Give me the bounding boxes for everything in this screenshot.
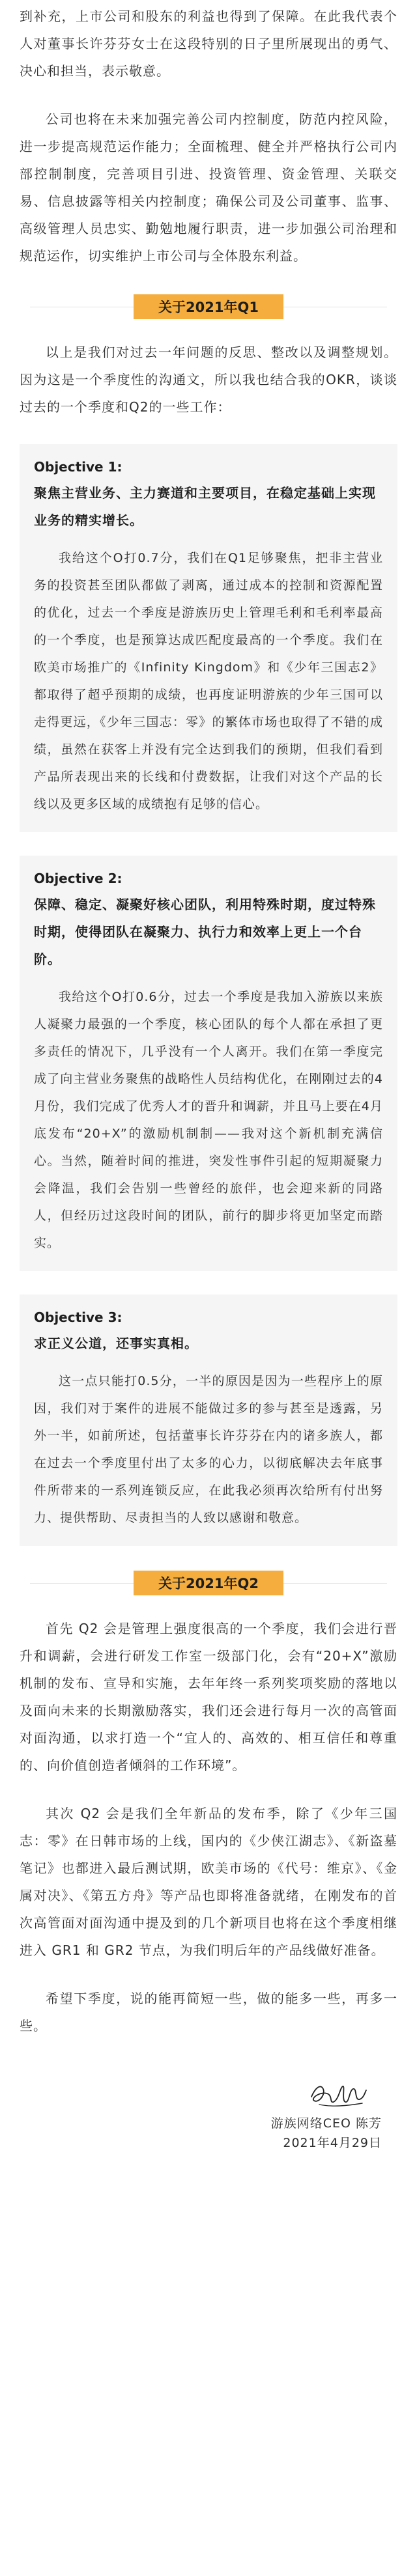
objective-3-heading: Objective 3: xyxy=(34,1309,122,1325)
section-title-q1: 关于2021年Q1 xyxy=(134,294,283,319)
q2-paragraph-1: 首先 Q2 会是管理上强度很高的一个季度，我们会进行晋升和调薪，会进行研发工作室一级部门化，会有“20+X”激励机制的发布、宣导和实施，去年年终一系列奖项奖励的落地以及面向未来的长期激励落实，我们还会进行每月一次的高管面对面沟通，以求打造一个“宜人的、高效的、相互信任和尊重的、向价值创造者倾斜的工作环境”。 xyxy=(20,1621,397,1773)
intro-paragraph-1: 到补充，上市公司和股东的利益也得到了保障。在此我代表个人对董事长许芬芬女士在这段特别的日子里所展现出的勇气、决心和担当，表示敬意。 xyxy=(20,8,397,79)
objective-1-heading: Objective 1: xyxy=(34,459,122,475)
objective-1-body: 我给这个O打0.7分，我们在Q1足够聚焦，把非主营业务的投资甚至团队都做了剥离，通过成本的控制和资源配置的优化，过去一个季度是游族历史上管理毛利和毛利率最高的一个季度，也是预算达成匹配度最高的一个季度。我们在欧美市场推广的《Infinity Kingdom》和《少年三国志2》都取得了超乎预期的成绩，也再度证明游族的少年三国可以走得更远，《少年三国志：零》的繁体市场也取得了不错的成绩，虽然在获客上并没有完全达到我们的预期，但我们看到产品所表现出来的长线和付费数据，让我们对这个产品的长线以及更多区域的成绩抱有足够的信心。 xyxy=(34,551,383,811)
signature-date: 2021年4月29日 xyxy=(283,2136,382,2150)
q1-intro-paragraph: 以上是我们对过去一年问题的反思、整改以及调整规划。因为这是一个季度性的沟通文，所以我也结合我的OKR，谈谈过去的一个季度和Q2的一些工作： xyxy=(20,344,397,415)
section-header-q2 xyxy=(20,1571,397,1595)
section-title-q2: 关于2021年Q2 xyxy=(134,1571,283,1595)
objective-3-box xyxy=(20,1295,397,1546)
objective-3-body: 这一点只能打0.5分，一半的原因是因为一些程序上的原因，我们对于案件的进展不能做过多的参与甚至是透露，另外一半，如前所述，包括董事长许芬芬在内的诸多族人，都在过去一个季度里付出了太多的心力，以彻底解决去年底事件所带来的一系列连锁反应，在此我必须再次给所有付出努力、提供帮助、尽责担当的人致以感谢和敬意。 xyxy=(34,1374,383,1525)
objective-2-description: 保障、稳定、凝聚好核心团队，利用特殊时期，度过特殊时期，使得团队在凝聚力、执行力和效率上更上一个台阶。 xyxy=(34,897,376,967)
intro-paragraph-2: 公司也将在未来加强完善公司内控制度，防范内控风险，进一步提高规范运作能力；全面梳理、健全并严格执行公司内部控制制度，完善项目引进、投资管理、资金管理、关联交易、信息披露等相关内控制度；确保公司及公司董事、监事、高级管理人员忠实、勤勉地履行职责，进一步加强公司治理和规范运作，切实维护上市公司与全体股东利益。 xyxy=(20,111,397,264)
spacer xyxy=(20,1779,397,1800)
section-header-q1 xyxy=(20,294,397,319)
signer-name: 游族网络CEO 陈芳 xyxy=(270,2116,382,2131)
handwritten-signature xyxy=(306,2075,369,2114)
signature-block xyxy=(20,2075,397,2153)
objective-1-description: 聚焦主营业务、主力赛道和主要项目，在稳定基础上实现业务的精实增长。 xyxy=(34,485,376,528)
objective-3-description: 求正义公道，还事实真相。 xyxy=(34,1336,198,1351)
q2-paragraph-3: 希望下季度，说的能再简短一些，做的能多一些，再多一些。 xyxy=(20,1991,397,2034)
q2-paragraph-2: 其次 Q2 会是我们全年新品的发布季，除了《少年三国志：零》在日韩市场的上线，国内的《少侠江湖志》、《新盗墓笔记》也都进入最后测试期，欧美市场的《代号：维京》、《金属对决》、《第五方舟》等产品也即将准备就绪，在刚发布的首次高管面对面沟通中提及到的几个新项目也将在这个季度相继进入 GR1 和 GR2 节点，为我们明后年的产品线做好准备。 xyxy=(20,1806,397,1958)
objective-2-body: 我给这个O打0.6分，过去一个季度是我加入游族以来族人凝聚力最强的一个季度，核心团队的每个人都在承担了更多责任的情况下，几乎没有一个人离开。我们在第一季度完成了向主营业务聚焦的战略性人员结构优化，在刚刚过去的4月份，我们完成了优秀人才的晋升和调薪，并且马上要在4月底发布“20+X”的激励机制制——我对这个新机制充满信心。当然，随着时间的推进，突发性事件引起的短期凝聚力会降温，我们会告别一些曾经的旅伴，也会迎来新的同路人，但经历过这段时间的团队，前行的脚步将更加坚定而踏实。 xyxy=(34,990,383,1250)
objective-2-box xyxy=(20,856,397,1271)
spacer xyxy=(20,85,397,105)
objective-2-heading: Objective 2: xyxy=(34,871,122,886)
spacer xyxy=(20,1964,397,1985)
objective-1-box xyxy=(20,444,397,832)
